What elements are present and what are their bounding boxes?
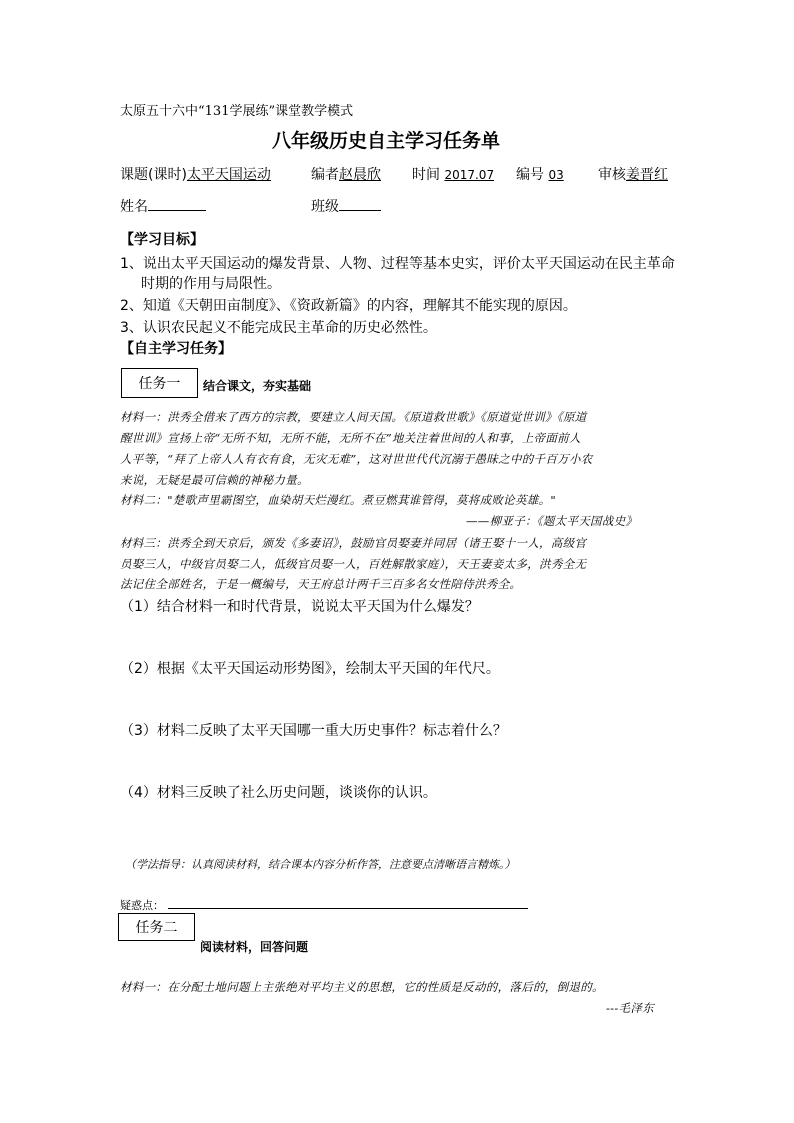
number-value: 03	[548, 168, 564, 182]
task2-material-source: ---毛泽东	[606, 1001, 654, 1015]
name-field[interactable]	[120, 196, 206, 216]
author-label: 编者	[311, 167, 339, 183]
name-label: 姓名	[120, 199, 148, 215]
meta-author	[311, 164, 381, 184]
topic-value: 太平天国运动	[186, 167, 271, 183]
class-blank[interactable]	[339, 198, 381, 211]
doubt-line[interactable]	[168, 908, 528, 909]
task1-material-line: 员娶三人，中级官员娶二人，低级官员娶一人，百姓解散家庭），天王妻妾太多，洪秀全无	[120, 557, 587, 571]
meta-topic	[120, 164, 271, 184]
reviewer-value: 姜晋红	[626, 167, 668, 183]
goal-item: 时期的作用与局限性。	[141, 276, 281, 292]
task2-label: 任务二	[135, 920, 178, 936]
task1-material-line: 人平等，“拜了上帝人人有衣有食，无灾无难”，这对世世代代沉溺于愚昧之中的千百万小农	[120, 452, 593, 466]
number-label: 编号	[516, 167, 544, 183]
name-blank[interactable]	[148, 198, 206, 211]
reviewer-label: 审核	[598, 167, 626, 183]
meta-number	[516, 164, 564, 184]
meta-time	[412, 164, 494, 184]
task2-subtitle: 阅读材料，回答问题	[200, 940, 309, 954]
task1-material-line: 材料一：洪秀全借来了西方的宗教，要建立人间天国。《原道救世歌》《原道觉世训》《原道	[120, 410, 587, 424]
class-field[interactable]	[311, 196, 381, 216]
goal-item: 1、说出太平天国运动的爆发背景、人物、过程等基本史实，评价太平天国运动在民主革命	[120, 256, 675, 272]
task1-label: 任务一	[138, 376, 181, 392]
page-title: 八年级历史自主学习任务单	[272, 130, 501, 152]
time-value: 2017.07	[444, 168, 495, 182]
task1-question: （4）材料三反映了社么历史问题，谈谈你的认识。	[120, 785, 437, 801]
study-hint: （学法指导：认真阅读材料，结合课本内容分析作答，注意要点清晰语言精炼。）	[125, 858, 516, 871]
meta-reviewer	[598, 164, 668, 184]
task1-question: （1）结合材料一和时代背景，说说太平天国为什么爆发？	[120, 599, 479, 615]
task1-subtitle: 结合课文，夯实基础	[203, 379, 312, 393]
time-label: 时间	[412, 167, 440, 183]
task1-material-line: 材料二："楚歌声里霸图空，血染胡天烂漫红。煮豆燃萁谁管得，莫将成败论英雄。"	[120, 493, 556, 507]
task1-material-line: 醒世训》宣扬上帝“无所不知，无所不能，无所不在”地关注着世间的人和事，上帝面前人	[120, 431, 581, 445]
task1-question: （2）根据《太平天国运动形势图》，绘制太平天国的年代尺。	[120, 661, 500, 677]
task1-label-box	[121, 368, 198, 398]
author-value: 赵晨欣	[339, 167, 381, 183]
task1-material-line: 来说，无疑是最可信赖的神秘力量。	[120, 473, 309, 487]
tasks-heading: 【自主学习任务】	[120, 341, 232, 357]
goals-heading: 【学习目标】	[120, 232, 204, 248]
task2-material-line: 材料一：在分配土地问题上主张绝对平均主义的思想，它的性质是反动的，落后的，倒退的。	[120, 980, 604, 994]
task1-material-line: 法记住全部姓名，于是一概编号，天王府总计两千三百多名女性陪侍洪秀全。	[120, 577, 522, 591]
task1-question: （3）材料二反映了太平天国哪一重大历史事件？标志着什么？	[120, 723, 507, 739]
goal-item: 3、认识农民起义不能完成民主革命的历史必然性。	[120, 320, 437, 336]
topic-label: 课题(课时)	[120, 167, 187, 183]
class-label: 班级	[311, 199, 339, 215]
task1-material-line: 材料三：洪秀全到天京后，颁发《多妻诏》，鼓励官员娶妻并同居（诸王娶十一人，高级官	[120, 536, 587, 550]
goal-item: 2、知道《天朝田亩制度》、《资政新篇》的内容，理解其不能实现的原因。	[120, 298, 577, 314]
school-line: 太原五十六中“131学展练”课堂教学模式	[120, 104, 354, 119]
doubt-label: 疑惑点：	[120, 899, 164, 912]
task2-label-box	[118, 913, 195, 941]
task1-material-source: ——柳亚子：《题太平天国战史》	[466, 514, 638, 528]
